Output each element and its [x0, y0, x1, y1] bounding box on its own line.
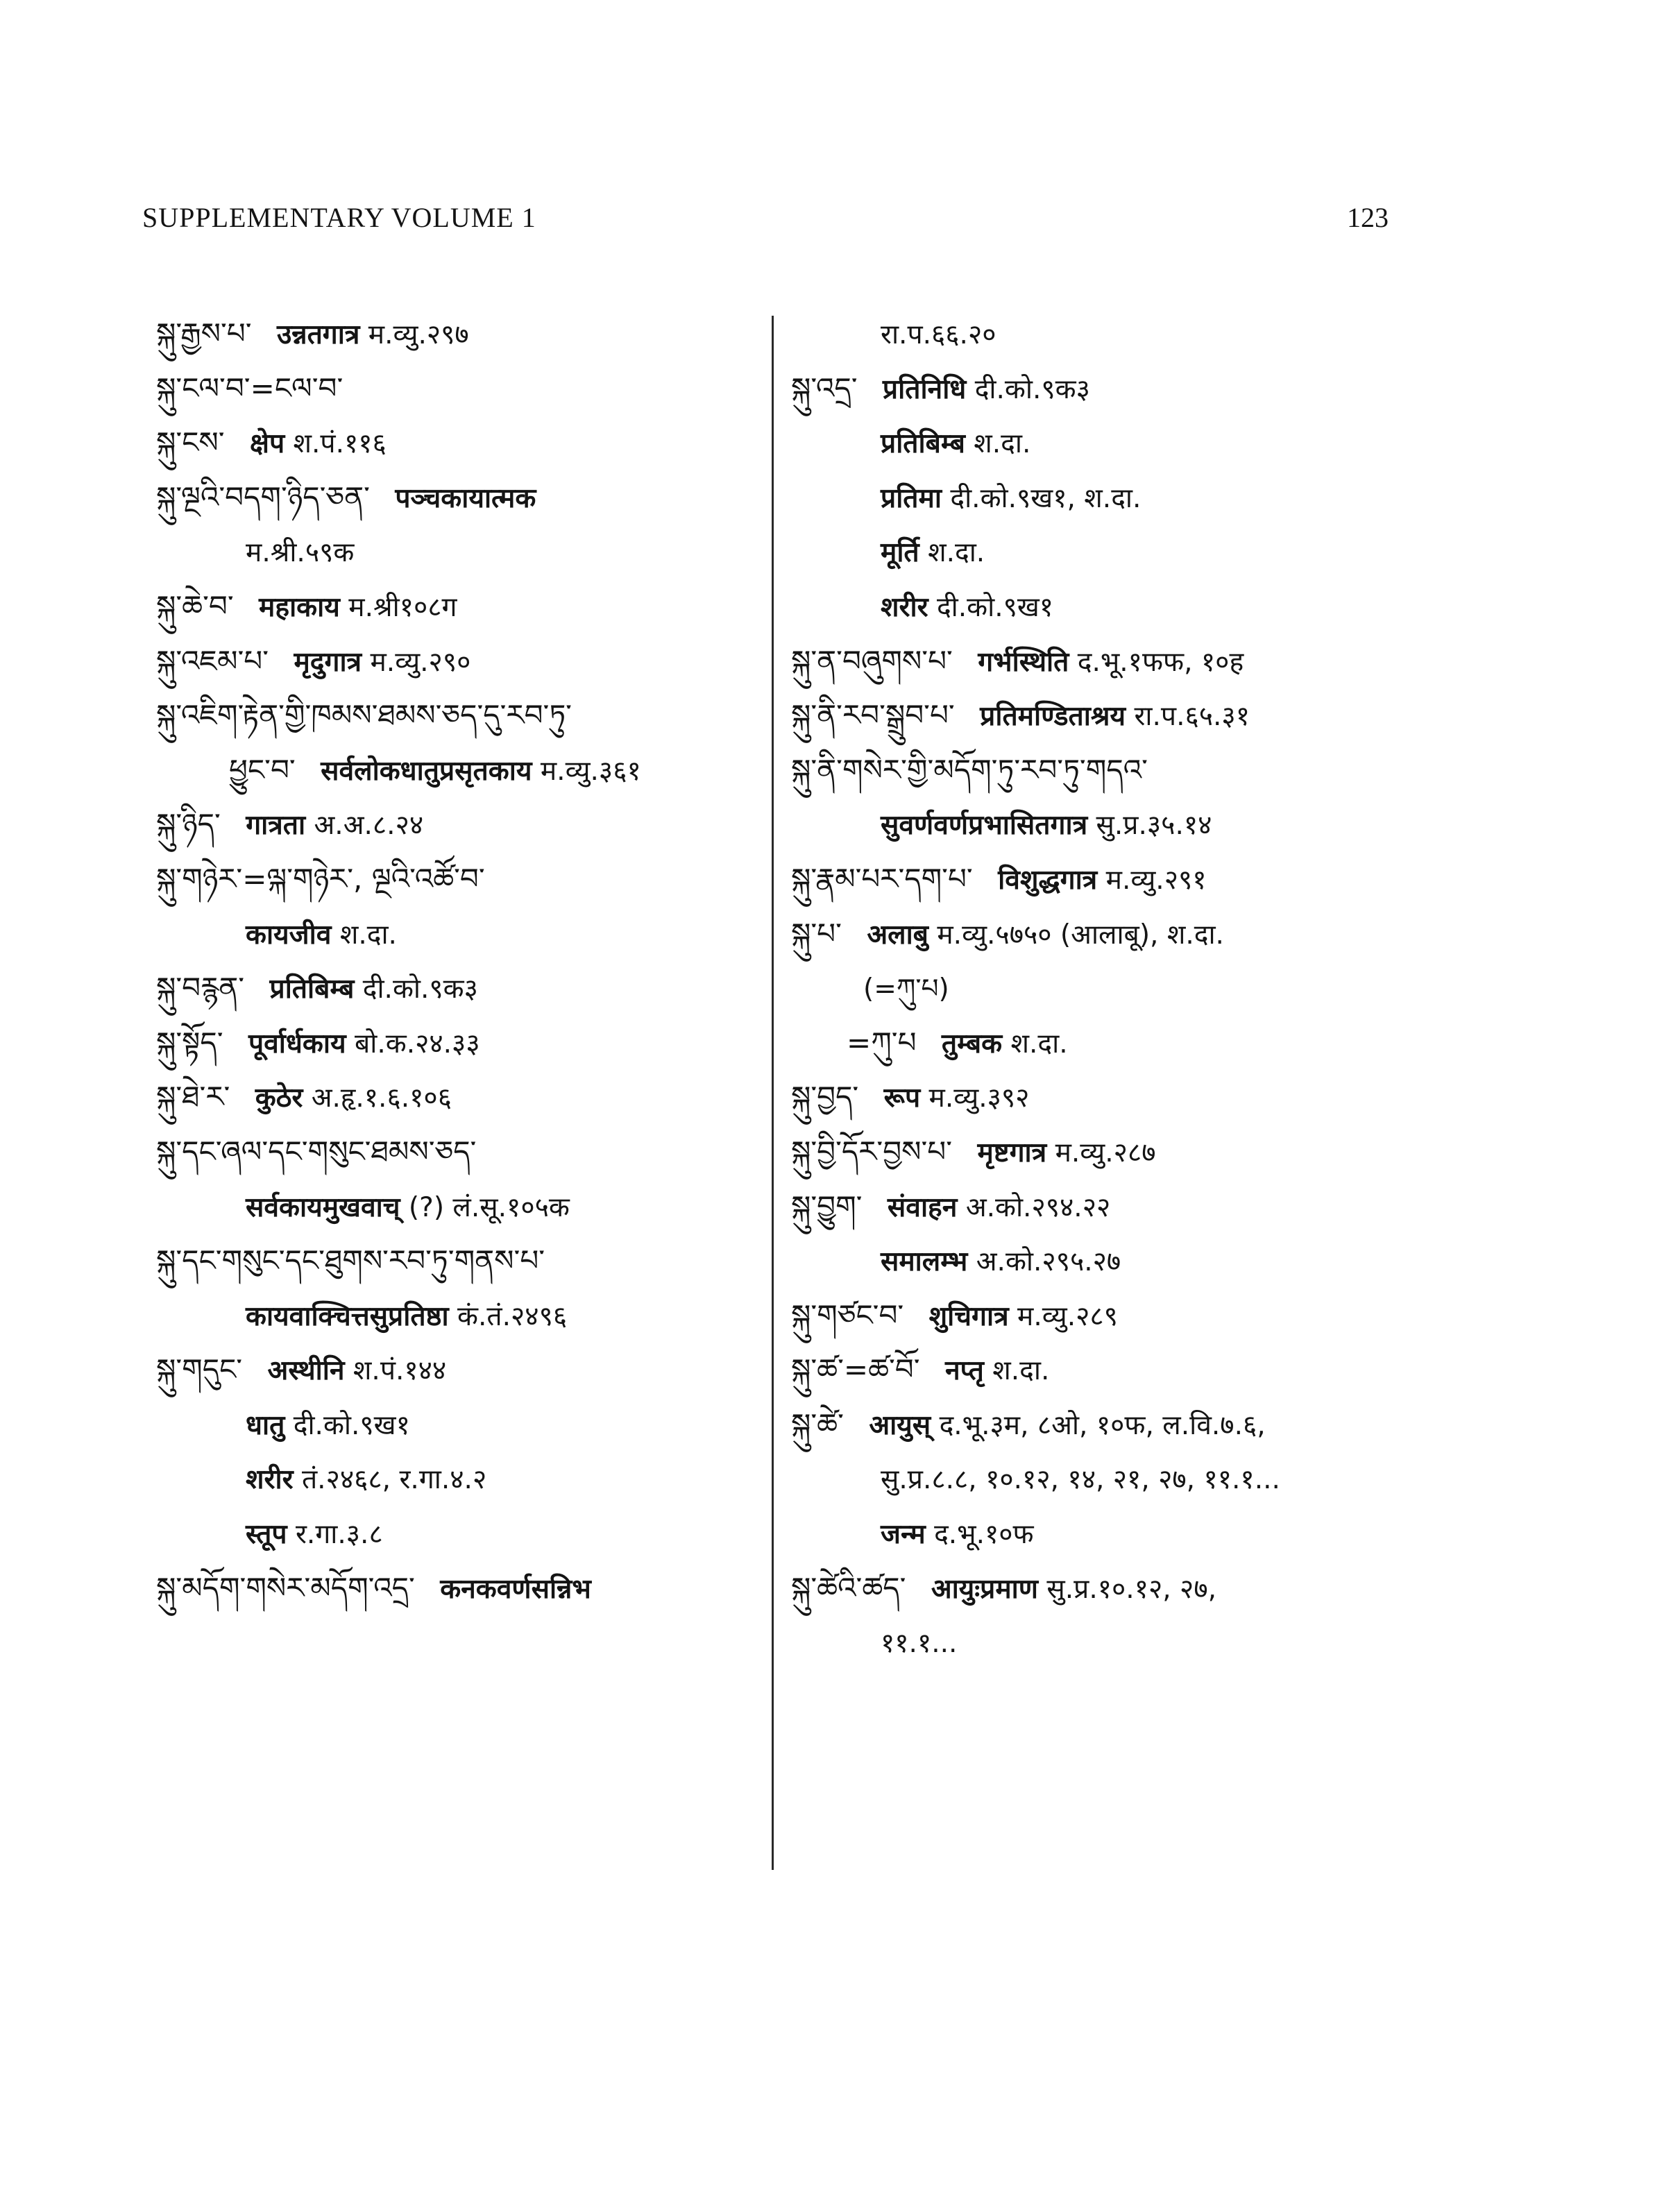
- right-column: [791, 307, 1416, 1670]
- sanskrit-equivalent: पूर्वार्धकाय: [248, 1028, 346, 1060]
- sanskrit-equivalent: कुठेर: [255, 1082, 303, 1114]
- sanskrit-equivalent: सर्वलोकधातुप्रसृतकाय: [321, 755, 532, 787]
- sanskrit-equivalent: प्रतिबिम्ब: [881, 428, 965, 460]
- tibetan-headword: སྐུ་ཐེ་ར་: [156, 1080, 230, 1114]
- source-reference: रा.प.६५.३१: [1134, 701, 1250, 733]
- sanskrit-equivalent: मृदुगात्र: [294, 646, 362, 678]
- dictionary-line: [791, 743, 1416, 798]
- dictionary-line: [156, 1343, 760, 1397]
- tibetan-headword: སྐུ་ཚེའི་ཚད་: [791, 1570, 906, 1605]
- tibetan-headword: སྐུ་འཇིག་རྟེན་གྱི་ཁམས་ཐམས་ཅད་དུ་རབ་ཏུ་: [156, 698, 572, 733]
- dictionary-line: [791, 1070, 1416, 1125]
- source-reference: श.पं.११६: [293, 428, 387, 460]
- sanskrit-equivalent: संवाहन: [887, 1191, 958, 1223]
- sanskrit-equivalent: शरीर: [881, 591, 928, 623]
- tibetan-headword: སྐུ་འདྲ་: [791, 371, 858, 405]
- dictionary-line: [156, 1288, 760, 1343]
- dictionary-line: [791, 307, 1416, 361]
- sanskrit-equivalent: सर्वकायमुखवाच्: [246, 1191, 400, 1223]
- source-reference: ११.१...: [881, 1628, 958, 1660]
- sanskrit-equivalent: अलाबु: [867, 919, 928, 951]
- sanskrit-equivalent: कनकवर्णसन्निभ: [440, 1573, 591, 1605]
- source-reference: र.गा.३.८: [295, 1519, 383, 1551]
- tibetan-headword: སྐུ་བྱི་དོར་བྱས་པ་: [791, 1134, 953, 1168]
- source-reference: अ.को.२९५.२७: [976, 1246, 1121, 1278]
- tibetan-headword: སྐུ་ཚེ་: [791, 1406, 844, 1441]
- running-title: SUPPLEMENTARY VOLUME 1: [142, 202, 536, 233]
- dictionary-line: [791, 1234, 1416, 1288]
- left-column: [156, 307, 760, 1615]
- source-reference: श.दा.: [992, 1355, 1050, 1387]
- tibetan-headword: སྐུ་བྱད་: [791, 1080, 859, 1114]
- source-reference: द.भू.३म, ८ओ, १०फ, ल.वि.७.६,: [939, 1409, 1266, 1441]
- sanskrit-equivalent: अस्थीनि: [267, 1355, 345, 1387]
- source-reference: बो.क.२४.३३: [354, 1028, 480, 1060]
- source-reference: म.श्री.५९क: [246, 537, 355, 569]
- dictionary-line: [156, 1397, 760, 1452]
- sanskrit-equivalent: उन्नतगात्र: [276, 319, 360, 350]
- dictionary-line: [791, 1452, 1416, 1506]
- tibetan-headword: སྐུ་འཇམ་པ་: [156, 643, 269, 678]
- source-reference: म.व्यु.२८९: [1017, 1300, 1118, 1332]
- source-reference: श.पं.१४४: [353, 1355, 447, 1387]
- tibetan-headword: སྐུ་ངལ་བ་=ངལ་བ་: [156, 371, 343, 405]
- dictionary-line: [791, 1506, 1416, 1561]
- source-reference: अ.को.२९४.२२: [965, 1191, 1111, 1223]
- source-reference: श.दा.: [928, 537, 985, 569]
- dictionary-line: [156, 1016, 760, 1071]
- page-number: 123: [1347, 202, 1389, 233]
- dictionary-line: [156, 470, 760, 525]
- dictionary-line: [156, 688, 760, 743]
- tibetan-headword: སྐུ་ངས་: [156, 425, 225, 460]
- source-reference: म.व्यु.३६१: [540, 755, 641, 787]
- tibetan-headword: སྐུ་གཉེར་=ལྐ་གཉེར་, ལྔའི་འཚོ་བ་: [156, 861, 485, 896]
- sanskrit-equivalent: मूर्ति: [881, 537, 919, 569]
- tibetan-headword: སྐུ་པ་: [791, 916, 842, 951]
- sanskrit-equivalent: गात्रता: [246, 810, 306, 842]
- tibetan-headword: སྐུ་ནི་རབ་སྒྲུབ་པ་: [791, 698, 955, 733]
- dictionary-line: [791, 1125, 1416, 1180]
- sanskrit-equivalent: शुचिगात्र: [928, 1300, 1009, 1332]
- tibetan-headword: =ཀུ་པ: [847, 1025, 917, 1060]
- sanskrit-equivalent: शरीर: [246, 1464, 294, 1496]
- tibetan-headword: སྐུ་རྣམ་པར་དག་པ་: [791, 861, 973, 896]
- source-reference: श.दा.: [339, 919, 397, 951]
- sanskrit-equivalent: नप्तृ: [944, 1355, 984, 1387]
- source-reference: अ.हृ.१.६.१०६: [311, 1082, 452, 1114]
- source-reference: रा.प.६६.२०: [881, 319, 996, 350]
- dictionary-line: [791, 1343, 1416, 1397]
- tibetan-headword: སྐུ་བརྙན་: [156, 971, 245, 1005]
- dictionary-line: [791, 961, 1416, 1016]
- dictionary-line: [791, 1561, 1416, 1616]
- sanskrit-equivalent: धातु: [246, 1409, 285, 1441]
- source-reference: सु.प्र.१०.१२, २७,: [1046, 1573, 1217, 1605]
- tibetan-headword: སྐུ་ཉིད་: [156, 807, 221, 842]
- dictionary-line: [791, 416, 1416, 470]
- source-reference: सु.प्र.३५.१४: [1096, 810, 1212, 842]
- sanskrit-equivalent: आयुःप्रमाण: [931, 1573, 1038, 1605]
- tibetan-headword: སྐུ་རྒྱས་པ་: [156, 316, 252, 350]
- page-header: [142, 201, 1389, 243]
- dictionary-line: [791, 1397, 1416, 1452]
- source-reference: म.व्यु.५७५० (आलाबू), श.दा.: [937, 919, 1224, 951]
- dictionary-line: [156, 1561, 760, 1616]
- dictionary-line: [791, 470, 1416, 525]
- tibetan-headword: སྐུ་བྱུག་: [791, 1189, 863, 1223]
- tibetan-headword: སྐུ་དང་གསུང་དང་ཐུགས་རབ་ཏུ་གནས་པ་: [156, 1243, 545, 1278]
- sanskrit-equivalent: गर्भस्थिति: [978, 646, 1069, 678]
- dictionary-line: [156, 1506, 760, 1561]
- tibetan-headword: སྐུ་ན་བཞུགས་པ་: [791, 643, 953, 678]
- source-reference: दी.को.९क३: [362, 973, 478, 1005]
- source-reference: म.व्यु.२८७: [1055, 1137, 1156, 1168]
- tibetan-headword: སྐུ་དང་ཞལ་དང་གསུང་ཐམས་ཅད་: [156, 1134, 477, 1168]
- dictionary-line: [156, 797, 760, 852]
- source-reference: सु.प्र.८.८, १०.१२, १४, २१, २७, ११.१...: [881, 1464, 1280, 1496]
- dictionary-line: [156, 1180, 760, 1234]
- tibetan-headword: སྐུ་ཆེ་བ་: [156, 588, 234, 623]
- dictionary-line: [791, 907, 1416, 962]
- dictionary-line: [791, 1180, 1416, 1234]
- sanskrit-equivalent: जन्म: [881, 1519, 926, 1551]
- source-reference: कं.तं.२४९६: [457, 1300, 568, 1332]
- dictionary-line: [156, 416, 760, 470]
- dictionary-line: [156, 1070, 760, 1125]
- dictionary-line: [156, 525, 760, 579]
- sanskrit-equivalent: प्रतिमा: [881, 482, 942, 514]
- dictionary-line: [791, 525, 1416, 579]
- sanskrit-equivalent: समालम्भ: [881, 1246, 968, 1278]
- dictionary-line: [156, 907, 760, 962]
- dictionary-line: [791, 1288, 1416, 1343]
- source-reference: अ.अ.८.२४: [314, 810, 424, 842]
- sanskrit-equivalent: कायवाक्चित्तसुप्रतिष्ठा: [246, 1300, 449, 1332]
- tibetan-headword: སྐུ་གཙང་བ་: [791, 1298, 904, 1332]
- dictionary-line: [791, 1615, 1416, 1670]
- tibetan-headword: སྐུ་ལྔའི་བདག་ཉིད་ཅན་: [156, 479, 370, 514]
- tibetan-headword: སྐུ་ནི་གསེར་གྱི་མདོག་ཏུ་རབ་ཏུ་གདའ་: [791, 752, 1148, 787]
- source-reference: म.व्यु.२९०: [370, 646, 471, 678]
- sanskrit-equivalent: प्रतिबिम्ब: [269, 973, 355, 1005]
- source-reference: द.भू.१०फ: [934, 1519, 1034, 1551]
- dictionary-line: [156, 961, 760, 1016]
- dictionary-line: [156, 743, 760, 798]
- tibetan-headword: སྐུ་སྟོད་: [156, 1025, 223, 1060]
- source-reference: दी.को.९ख१: [936, 591, 1054, 623]
- source-reference: श.दा.: [1010, 1028, 1068, 1060]
- tibetan-headword: སྐུ་ཚ་=ཚ་བོ་: [791, 1352, 920, 1387]
- dictionary-line: [791, 634, 1416, 689]
- source-reference: तं.२४६८, र.गा.४.२: [301, 1464, 487, 1496]
- source-reference: (?) लं.सू.१०५क: [408, 1191, 570, 1223]
- sanskrit-equivalent: पञ्चकायात्मक: [395, 482, 536, 514]
- dictionary-line: [156, 1234, 760, 1288]
- source-reference: म.व्यु.२९७: [368, 319, 469, 350]
- source-reference: (=ཀུ་པ): [863, 973, 949, 1005]
- dictionary-line: [156, 307, 760, 361]
- sanskrit-equivalent: क्षेप: [249, 428, 285, 460]
- sanskrit-equivalent: आयुस्: [869, 1409, 931, 1441]
- source-reference: दी.को.९क३: [974, 373, 1090, 405]
- sanskrit-equivalent: मृष्टगात्र: [977, 1137, 1047, 1168]
- source-reference: श.दा.: [974, 428, 1031, 460]
- sanskrit-equivalent: कायजीव: [246, 919, 332, 951]
- dictionary-line: [156, 1125, 760, 1180]
- dictionary-line: [156, 1452, 760, 1506]
- source-reference: दी.को.९ख१, श.दा.: [950, 482, 1142, 514]
- sanskrit-equivalent: तुम्बक: [941, 1028, 1003, 1060]
- dictionary-line: [791, 797, 1416, 852]
- sanskrit-equivalent: प्रतिमण्डिताश्रय: [980, 701, 1126, 733]
- tibetan-headword: ཕྱུང་བ་: [229, 752, 296, 787]
- dictionary-line: [156, 634, 760, 689]
- sanskrit-equivalent: विशुद्धगात्र: [998, 864, 1098, 896]
- dictionary-line: [791, 1016, 1416, 1071]
- sanskrit-equivalent: सुवर्णवर्णप्रभासितगात्र: [881, 810, 1088, 842]
- source-reference: द.भू.१फफ, १०ह: [1077, 646, 1244, 678]
- dictionary-line: [791, 579, 1416, 634]
- source-reference: म.व्यु.२९१: [1105, 864, 1207, 896]
- sanskrit-equivalent: स्तूप: [246, 1519, 287, 1551]
- dictionary-line: [791, 361, 1416, 416]
- sanskrit-equivalent: महाकाय: [259, 591, 340, 623]
- source-reference: म.व्यु.३९२: [928, 1082, 1030, 1114]
- dictionary-line: [791, 688, 1416, 743]
- sanskrit-equivalent: रूप: [883, 1082, 921, 1114]
- source-reference: म.श्री१०८ग: [348, 591, 457, 623]
- dictionary-line: [156, 361, 760, 416]
- column-divider: [772, 316, 774, 1870]
- sanskrit-equivalent: प्रतिनिधि: [882, 373, 967, 405]
- source-reference: दी.को.९ख१: [293, 1409, 410, 1441]
- dictionary-line: [791, 852, 1416, 907]
- tibetan-headword: སྐུ་མདོག་གསེར་མདོག་འདྲ་: [156, 1570, 415, 1605]
- dictionary-line: [156, 852, 760, 907]
- dictionary-line: [156, 579, 760, 634]
- tibetan-headword: སྐུ་གདུང་: [156, 1352, 243, 1387]
